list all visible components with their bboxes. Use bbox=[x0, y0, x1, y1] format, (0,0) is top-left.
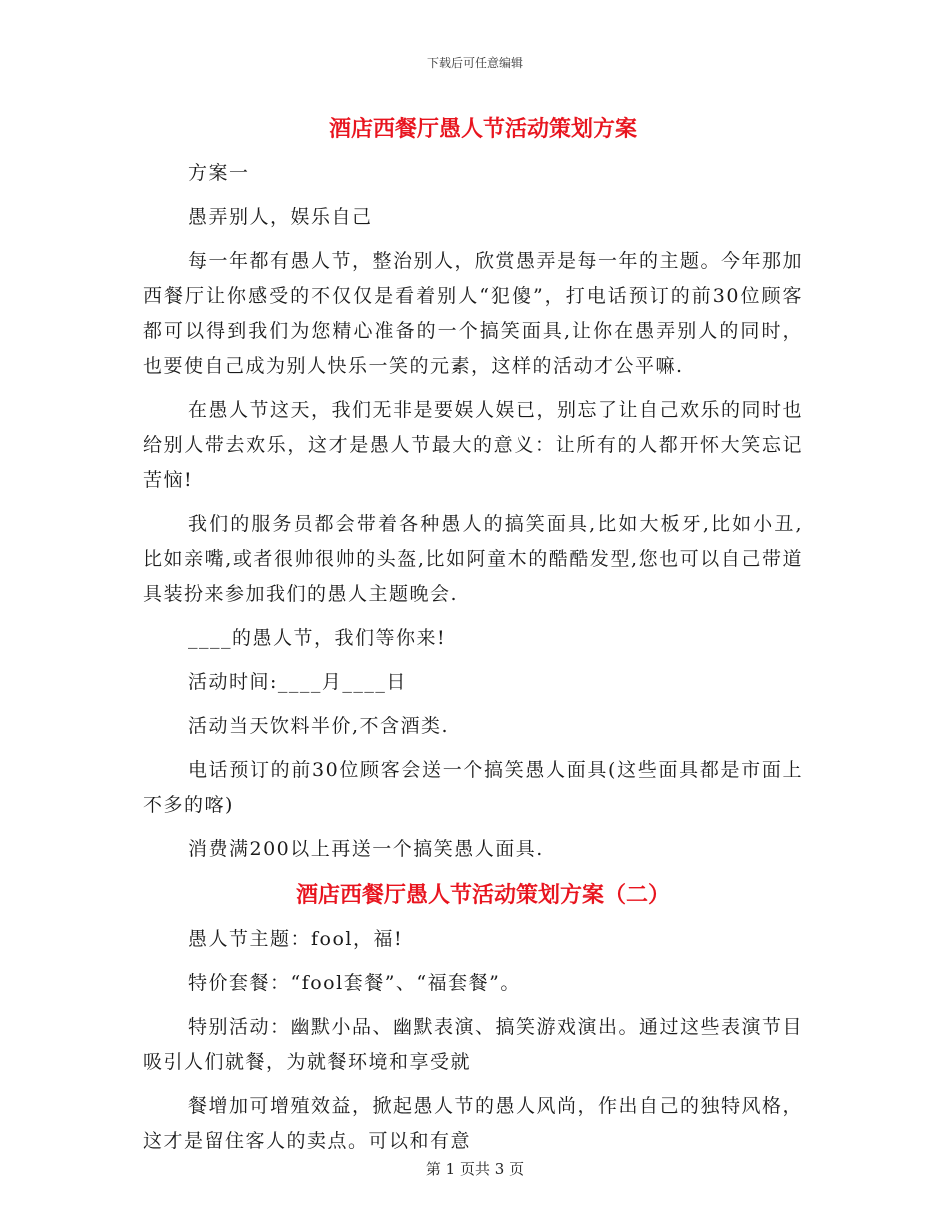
paragraph: 我们的服务员都会带着各种愚人的搞笑面具,比如大板牙,比如小丑,比如亲嘴,或者很帅很帅的头盔,比如阿童木的酷酷发型,您也可以自己带道具装扮来参加我们的愚人主题晚会. bbox=[143, 513, 803, 605]
paragraph: 特价套餐：“fool套餐”、“福套餐”。 bbox=[188, 972, 521, 994]
paragraph: 方案一 bbox=[188, 162, 250, 184]
paragraph: ____的愚人节，我们等你来! bbox=[188, 627, 447, 649]
paragraph: 每一年都有愚人节，整治别人，欣赏愚弄是每一年的主题。今年那加西餐厅让你感受的不仅仅是看着别人“犯傻”，打电话预订的前30位顾客都可以得到我们为您精心准备的一个搞笑面具,让你在愚弄别人的同时，也要使自己成为别人快乐一笑的元素，这样的活动才公平嘛. bbox=[143, 250, 804, 377]
paragraph: 愚弄别人，娱乐自己 bbox=[188, 206, 373, 228]
document-title: 酒店西餐厅愚人节活动策划方案 bbox=[328, 116, 637, 142]
page-number: 第 1 页共 3 页 bbox=[425, 1160, 525, 1178]
header-note: 下载后可任意编辑 bbox=[426, 56, 523, 70]
paragraph: 愚人节主题：fool，福! bbox=[188, 928, 404, 950]
paragraph: 在愚人节这天，我们无非是要娱人娱已，别忘了让自己欢乐的同时也给别人带去欢乐，这才是愚人节最大的意义：让所有的人都开怀大笑忘记苦恼! bbox=[143, 399, 804, 491]
paragraph: 特别活动：幽默小品、幽默表演、搞笑游戏演出。通过这些表演节目吸引人们就餐，为就餐环境和享受就 bbox=[143, 1016, 804, 1073]
paragraph: 餐增加可增殖效益，掀起愚人节的愚人风尚，作出自己的独特风格，这才是留住客人的卖点。可以和有意 bbox=[143, 1095, 804, 1152]
section-title: 酒店西餐厅愚人节活动策划方案（二） bbox=[295, 882, 670, 908]
paragraph: 活动当天饮料半价,不含酒类. bbox=[188, 715, 450, 737]
document-body bbox=[143, 110, 803, 1168]
paragraph: 活动时间:____月____日 bbox=[188, 671, 407, 693]
paragraph: 电话预订的前30位顾客会送一个搞笑愚人面具(这些面具都是市面上不多的喀) bbox=[143, 759, 803, 816]
paragraph: 消费满200以上再送一个搞笑愚人面具. bbox=[188, 838, 544, 860]
